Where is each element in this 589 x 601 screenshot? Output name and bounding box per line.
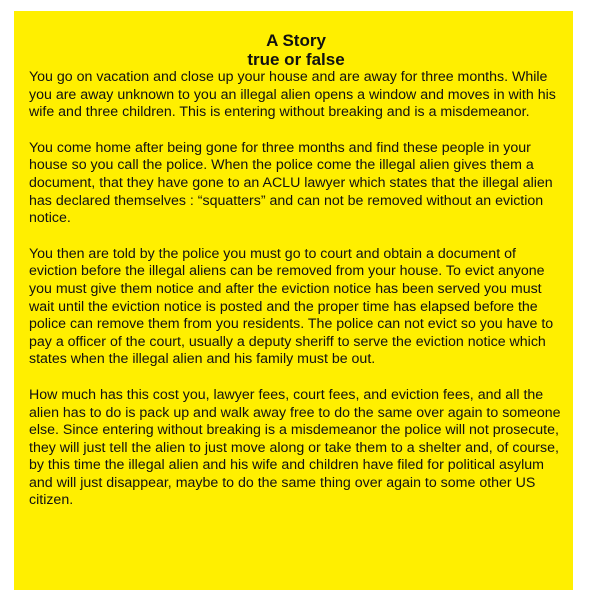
title-block bbox=[29, 31, 563, 69]
story-title: A Story bbox=[266, 31, 326, 50]
story-paragraph-1: You go on vacation and close up your house and are away for three months. While you are away unknown to you an illegal alien opens a window and moves in with his wife and three children. This is entering without breaking and is a misdemeanor. bbox=[29, 69, 556, 121]
story-subtitle: true or false bbox=[247, 50, 345, 69]
story-paragraph-3: You then are told by the police you must go to court and obtain a document of eviction before the illegal aliens can be removed from your house. To evict anyone you must give them notice and after the eviction notice has been served you must wait until the eviction notice is posted and the proper time has elapsed before the police can remove them from you residents. The police can not evict so you have to pay a officer of the court, usually a deputy sheriff to serve the eviction notice which states when the illegal alien and his family must be out. bbox=[29, 245, 554, 368]
story-panel bbox=[14, 11, 573, 590]
story-paragraph-2: You come home after being gone for three months and find these people in your house so you call the police. When the police come the illegal alien gives them a document, that they have gone to an ACLU lawyer which states that the illegal alien has declared themselves : “squatters” and can not be removed without an eviction notice. bbox=[29, 139, 553, 227]
story-paragraph-4: How much has this cost you, lawyer fees, court fees, and eviction fees, and all the alien has to do is pack up and walk away free to do the same over again to someone else. Since entering without breaking is a misdemeanor the police will not prosecute, they will just tell the alien to just move along or take them to a shelter and, of course, by this time the illegal alien and his wife and children have filed for political asylum and will just disappear, maybe to do the same thing over again to some other US citizen. bbox=[29, 386, 561, 509]
